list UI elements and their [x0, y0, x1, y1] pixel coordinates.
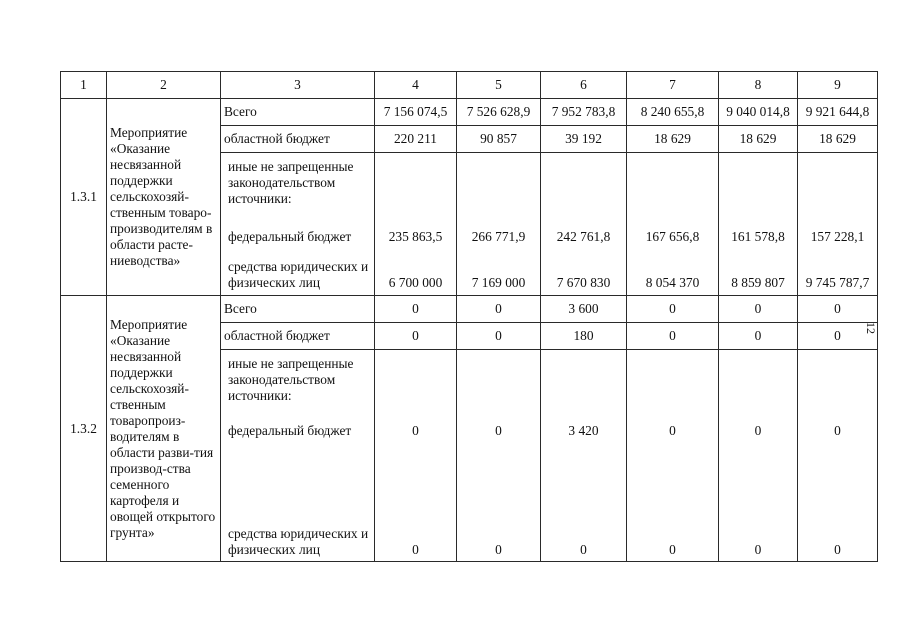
value-stack [798, 350, 878, 562]
other-sources-label: иные не запрещенные законодательством источники: [228, 159, 354, 206]
federal-value: 235 863,5 [388, 229, 443, 244]
value-cell: 39 192 [541, 126, 627, 153]
federal-value: 157 228,1 [810, 229, 865, 244]
page-number: 12 [864, 322, 878, 334]
legal-value: 8 054 370 [645, 275, 700, 290]
value-stack [541, 153, 627, 296]
sources-cell [221, 153, 375, 296]
value-cell: 0 [798, 296, 878, 323]
header-cell: 7 [627, 72, 719, 99]
activity-code: 1.3.1 [61, 99, 107, 296]
federal-value: 0 [669, 423, 676, 438]
legal-value: 0 [495, 542, 502, 557]
value-stack [541, 350, 627, 562]
value-cell: 0 [457, 296, 541, 323]
value-stack [627, 153, 719, 296]
legal-value: 8 859 807 [731, 275, 785, 290]
value-cell: 18 629 [798, 126, 878, 153]
value-cell: 3 600 [541, 296, 627, 323]
legal-value: 0 [754, 542, 762, 557]
row-label: областной бюджет [221, 323, 375, 350]
header-row [61, 72, 878, 99]
federal-label: федеральный бюджет [228, 229, 352, 244]
value-stack [375, 350, 457, 562]
budget-table [60, 71, 878, 562]
value-cell: 7 526 628,9 [457, 99, 541, 126]
federal-value: 0 [754, 423, 762, 438]
value-cell: 9 040 014,8 [719, 99, 798, 126]
value-stack [457, 153, 541, 296]
value-cell: 220 211 [375, 126, 457, 153]
activity-name: Мероприятие «Оказание несвязанной поддержки сельскохозяй-ственным товаро-производителям в области расте-ниеводства» [107, 99, 221, 296]
header-cell: 5 [457, 72, 541, 99]
value-cell: 0 [627, 323, 719, 350]
value-cell: 9 921 644,8 [798, 99, 878, 126]
header-cell: 9 [798, 72, 878, 99]
legal-value: 0 [669, 542, 676, 557]
federal-value: 167 656,8 [645, 229, 700, 244]
value-cell: 0 [375, 323, 457, 350]
value-cell: 7 156 074,5 [375, 99, 457, 126]
legal-value: 7 169 000 [471, 275, 526, 290]
value-cell: 0 [375, 296, 457, 323]
header-cell: 2 [107, 72, 221, 99]
federal-value: 0 [495, 423, 502, 438]
legal-label: средства юридических и физических лиц [228, 526, 369, 557]
value-stack [719, 153, 798, 296]
header-cell: 8 [719, 72, 798, 99]
federal-value: 266 771,9 [471, 229, 526, 244]
activity-name: Мероприятие «Оказание несвязанной поддержки сельскохозяй-ственным товаропроиз-водителям в области разви-тия производ-ства семенного картофеля и овощей открытого грунта» [107, 296, 221, 562]
activity-code: 1.3.2 [61, 296, 107, 562]
value-cell: 0 [719, 296, 798, 323]
value-cell: 180 [541, 323, 627, 350]
value-cell: 7 952 783,8 [541, 99, 627, 126]
value-cell: 90 857 [457, 126, 541, 153]
legal-value: 7 670 830 [556, 275, 611, 290]
row-label: областной бюджет [221, 126, 375, 153]
value-stack [627, 350, 719, 562]
value-cell: 18 629 [719, 126, 798, 153]
value-cell: 0 [627, 296, 719, 323]
value-cell: 0 [457, 323, 541, 350]
value-cell: 8 240 655,8 [627, 99, 719, 126]
legal-label: средства юридических и физических лиц [228, 259, 369, 290]
federal-value: 242 761,8 [556, 229, 611, 244]
federal-value: 161 578,8 [731, 229, 785, 244]
value-stack [375, 153, 457, 296]
header-cell: 3 [221, 72, 375, 99]
legal-value: 6 700 000 [388, 275, 443, 290]
table-row-total [61, 99, 878, 126]
row-label: Всего [221, 99, 375, 126]
value-stack [719, 350, 798, 562]
header-cell: 4 [375, 72, 457, 99]
value-stack [798, 153, 878, 296]
row-label: Всего [221, 296, 375, 323]
value-stack [457, 350, 541, 562]
legal-value: 0 [580, 542, 587, 557]
other-sources-label: иные не запрещенные законодательством источники: [228, 356, 354, 403]
federal-value: 0 [412, 423, 419, 438]
federal-label: федеральный бюджет [228, 423, 352, 438]
legal-value: 0 [834, 542, 841, 557]
value-cell: 0 [719, 323, 798, 350]
legal-value: 0 [412, 542, 419, 557]
sources-cell [221, 350, 375, 562]
header-cell: 1 [61, 72, 107, 99]
legal-value: 9 745 787,7 [805, 275, 870, 290]
federal-value: 3 420 [568, 423, 599, 438]
value-cell: 18 629 [627, 126, 719, 153]
header-cell: 6 [541, 72, 627, 99]
table-row-total [61, 296, 878, 323]
value-cell: 0 [798, 323, 878, 350]
federal-value: 0 [834, 423, 841, 438]
